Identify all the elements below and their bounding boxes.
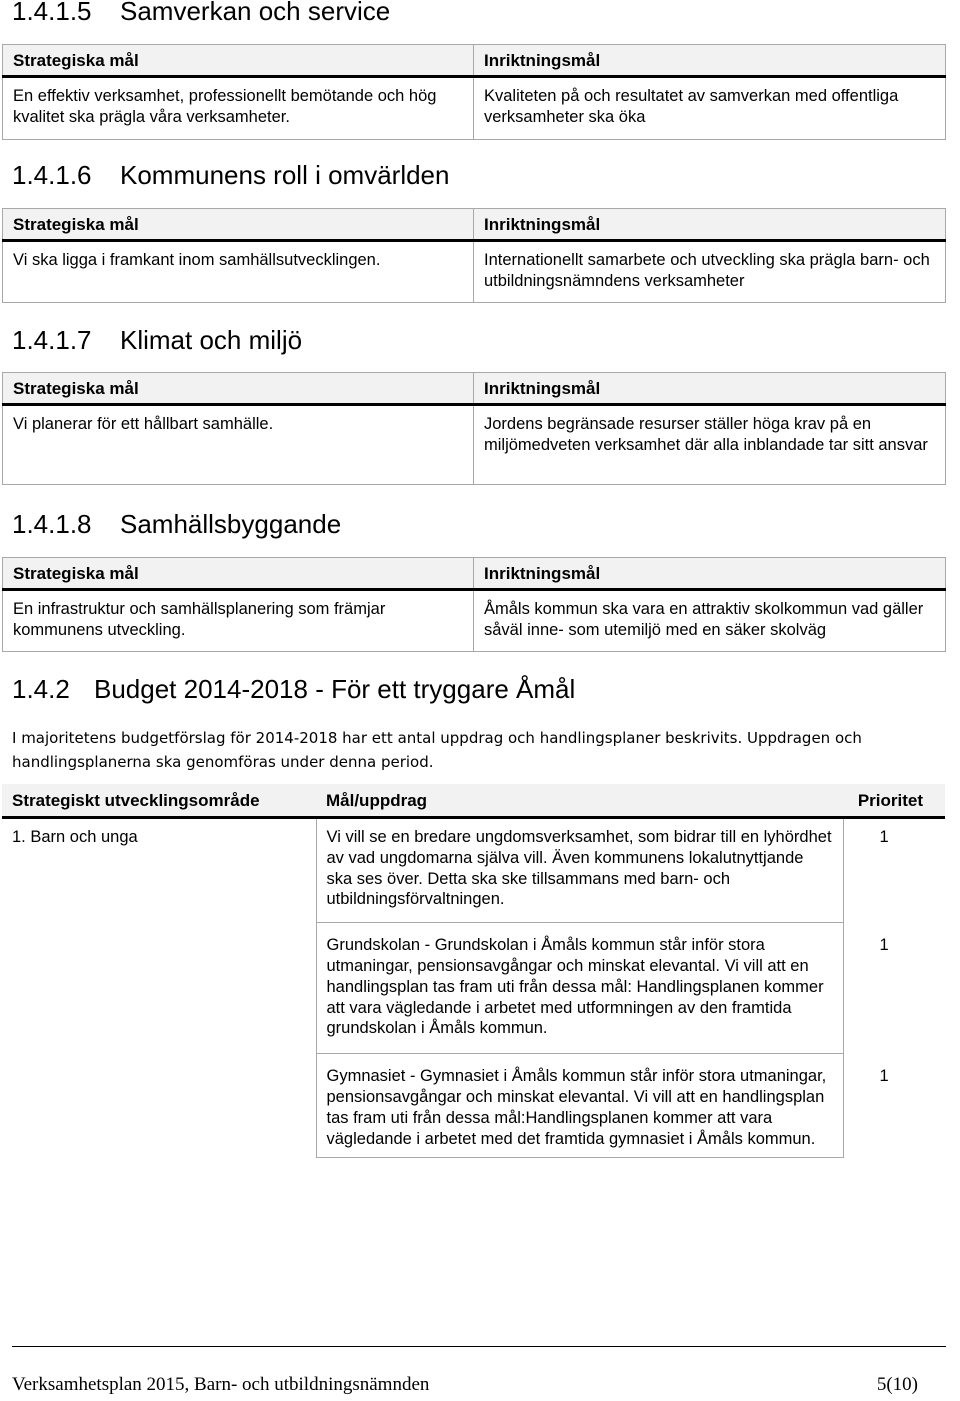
goal-table (2, 557, 946, 652)
strategic-goal-text: Vi ska ligga i framkant inom samhällsutvecklingen. (3, 241, 474, 303)
page-number: 5(10) (876, 1374, 918, 1395)
strategic-goal-text: En effektiv verksamhet, professionellt bemötande och hög kvalitet ska prägla våra verksamheter. (3, 77, 474, 140)
priority-cell: 1 (879, 1066, 889, 1085)
section-number: 1.4.1.6 (12, 160, 92, 190)
section-heading (12, 325, 302, 356)
strategic-goal-text: Vi planerar för ett hållbart samhälle. (3, 405, 474, 485)
budget-heading (12, 674, 575, 705)
direction-goal-text: Internationellt samarbete och utveckling ska prägla barn- och utbildningsnämndens verksamheter (474, 241, 946, 303)
goal-table (2, 372, 946, 485)
section-heading (12, 0, 390, 27)
plan-table (2, 784, 945, 1158)
task-cell: Vi vill se en bredare ungdomsverksamhet, som bidrar till en lyhördhet av vad ungdomarna själva vill. Även kommunens lokalutnyttjande ska ses över. Detta ska ske tillsammans med barn- och utbildningsförvaltningen. (316, 818, 843, 923)
header-priority: Prioritet (843, 784, 945, 818)
footer-title: Verksamhetsplan 2015, Barn- och utbildningsnämnden (12, 1374, 430, 1395)
header-task: Mål/uppdrag (316, 784, 843, 818)
goal-table (2, 208, 946, 303)
section-title: Samverkan och service (120, 0, 391, 26)
budget-intro: I majoritetens budgetförslag för 2014-2018 har ett antal uppdrag och handlingsplaner beskrivits. Uppdragen och handlingsplanerna ska genomföras under denna period. (12, 729, 862, 771)
strategic-goal-text: En infrastruktur och samhällsplanering som främjar kommunens utveckling. (3, 590, 474, 652)
section-number: 1.4.1.7 (12, 325, 92, 355)
budget-title: Budget 2014-2018 - För ett tryggare Åmål (94, 674, 576, 704)
footer-rule (12, 1346, 946, 1347)
header-area: Strategiskt utvecklingsområde (2, 784, 316, 818)
section-heading (12, 509, 341, 540)
direction-goal-text: Åmåls kommun ska vara en attraktiv skolkommun vad gäller såväl inne- som utemiljö med en säker skolväg (474, 590, 946, 652)
section-title: Klimat och miljö (120, 325, 303, 355)
strategic-goal-header: Strategiska mål (3, 209, 474, 241)
section-number: 1.4.1.5 (12, 0, 92, 26)
strategic-goal-header: Strategiska mål (3, 558, 474, 590)
priority-cell: 1 (879, 828, 889, 846)
direction-goal-text: Jordens begränsade resurser ställer höga krav på en miljömedveten verksamhet där alla inblandade tar sitt ansvar (474, 405, 946, 485)
direction-goal-header: Inriktningsmål (474, 45, 946, 77)
table-row (2, 818, 945, 923)
section-number: 1.4.1.8 (12, 509, 92, 539)
direction-goal-text: Kvaliteten på och resultatet av samverkan med offentliga verksamheter ska öka (474, 77, 946, 140)
section-title: Kommunens roll i omvärlden (120, 160, 450, 190)
plan-table-header (2, 784, 945, 818)
section-title: Samhällsbyggande (120, 509, 342, 539)
section-heading (12, 160, 449, 191)
budget-number: 1.4.2 (12, 674, 70, 704)
task-cell: Grundskolan - Grundskolan i Åmåls kommun står inför stora utmaningar, pensionsavgångar och minskat elevantal. Vi vill att en handlingsplan tas fram uti från dessa mål: Handlingsplanen kommer att vara vägledande i arbetet med utformningen av den framtida grundskolan i Åmåls kommun. (316, 923, 843, 1054)
priority-cell: 1 (879, 935, 889, 954)
task-cell: Gymnasiet - Gymnasiet i Åmåls kommun står inför stora utmaningar, pensionsavgångar och minskat elevantal. Vi vill att en handlingsplan tas fram uti från dessa mål:Handlingsplanen kommer att vara vägledande i arbetet med det framtida gymnasiet i Åmåls kommun. (316, 1054, 843, 1158)
direction-goal-header: Inriktningsmål (474, 558, 946, 590)
strategic-goal-header: Strategiska mål (3, 45, 474, 77)
direction-goal-header: Inriktningsmål (474, 209, 946, 241)
area-cell: 1. Barn och unga (12, 828, 138, 846)
direction-goal-header: Inriktningsmål (474, 373, 946, 405)
strategic-goal-header: Strategiska mål (3, 373, 474, 405)
goal-table (2, 44, 946, 140)
